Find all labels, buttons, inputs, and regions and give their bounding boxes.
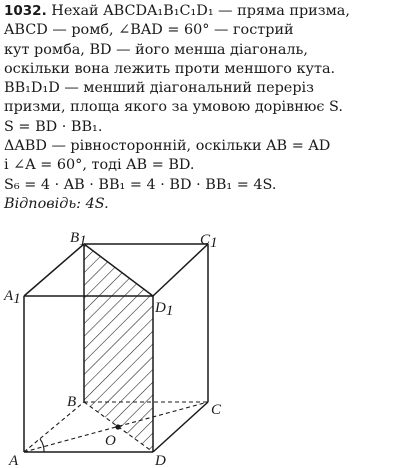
label-d: D: [155, 453, 166, 468]
solution-line-6: призми, площа якого за умовою дорівнює S.: [4, 99, 343, 116]
label-o: O: [105, 433, 116, 449]
label-a1: A1: [4, 288, 21, 307]
solution-line-3: кут ромба, BD — його менша діагональ,: [4, 41, 308, 58]
label-b1: B1: [70, 230, 87, 249]
diagonal-section-hatch: [84, 244, 153, 452]
edge-a1-b1: [24, 244, 84, 296]
solution-line-2: ABCD — ромб, ∠BAD = 60° — гострий: [4, 22, 294, 39]
solution-text: [4, 2, 410, 214]
solution-line-5: BB₁D₁D — менший діагональний переріз: [4, 80, 314, 97]
prism-figure: [0, 224, 412, 468]
edge-c1-d1: [153, 244, 208, 296]
solution-line-9: і ∠A = 60°, тоді AB = BD.: [4, 157, 195, 174]
label-c: C: [211, 402, 222, 418]
answer-line: Відповідь: 4S.: [4, 195, 109, 212]
label-a: A: [9, 453, 19, 468]
solution-line-10: S₆ = 4 · AB · BB₁ = 4 · BD · BB₁ = 4S.: [4, 176, 277, 193]
solution-line-4: оскільки вона лежить проти меншого кута.: [4, 60, 336, 77]
solution-line-7: S = BD · BB₁.: [4, 118, 103, 135]
point-o: [115, 424, 120, 429]
angle-arc-a: [40, 439, 44, 452]
solution-line-1: 1032. Нехай ABCDA₁B₁C₁D₁ — пряма призма,: [4, 3, 350, 19]
label-d1: D1: [155, 300, 174, 319]
label-b: B: [67, 394, 77, 410]
problem-number: 1032.: [4, 3, 47, 19]
solution-line-8: ΔABD — рівносторонній, оскільки AB = AD: [4, 138, 331, 155]
label-c1: C1: [200, 232, 218, 251]
